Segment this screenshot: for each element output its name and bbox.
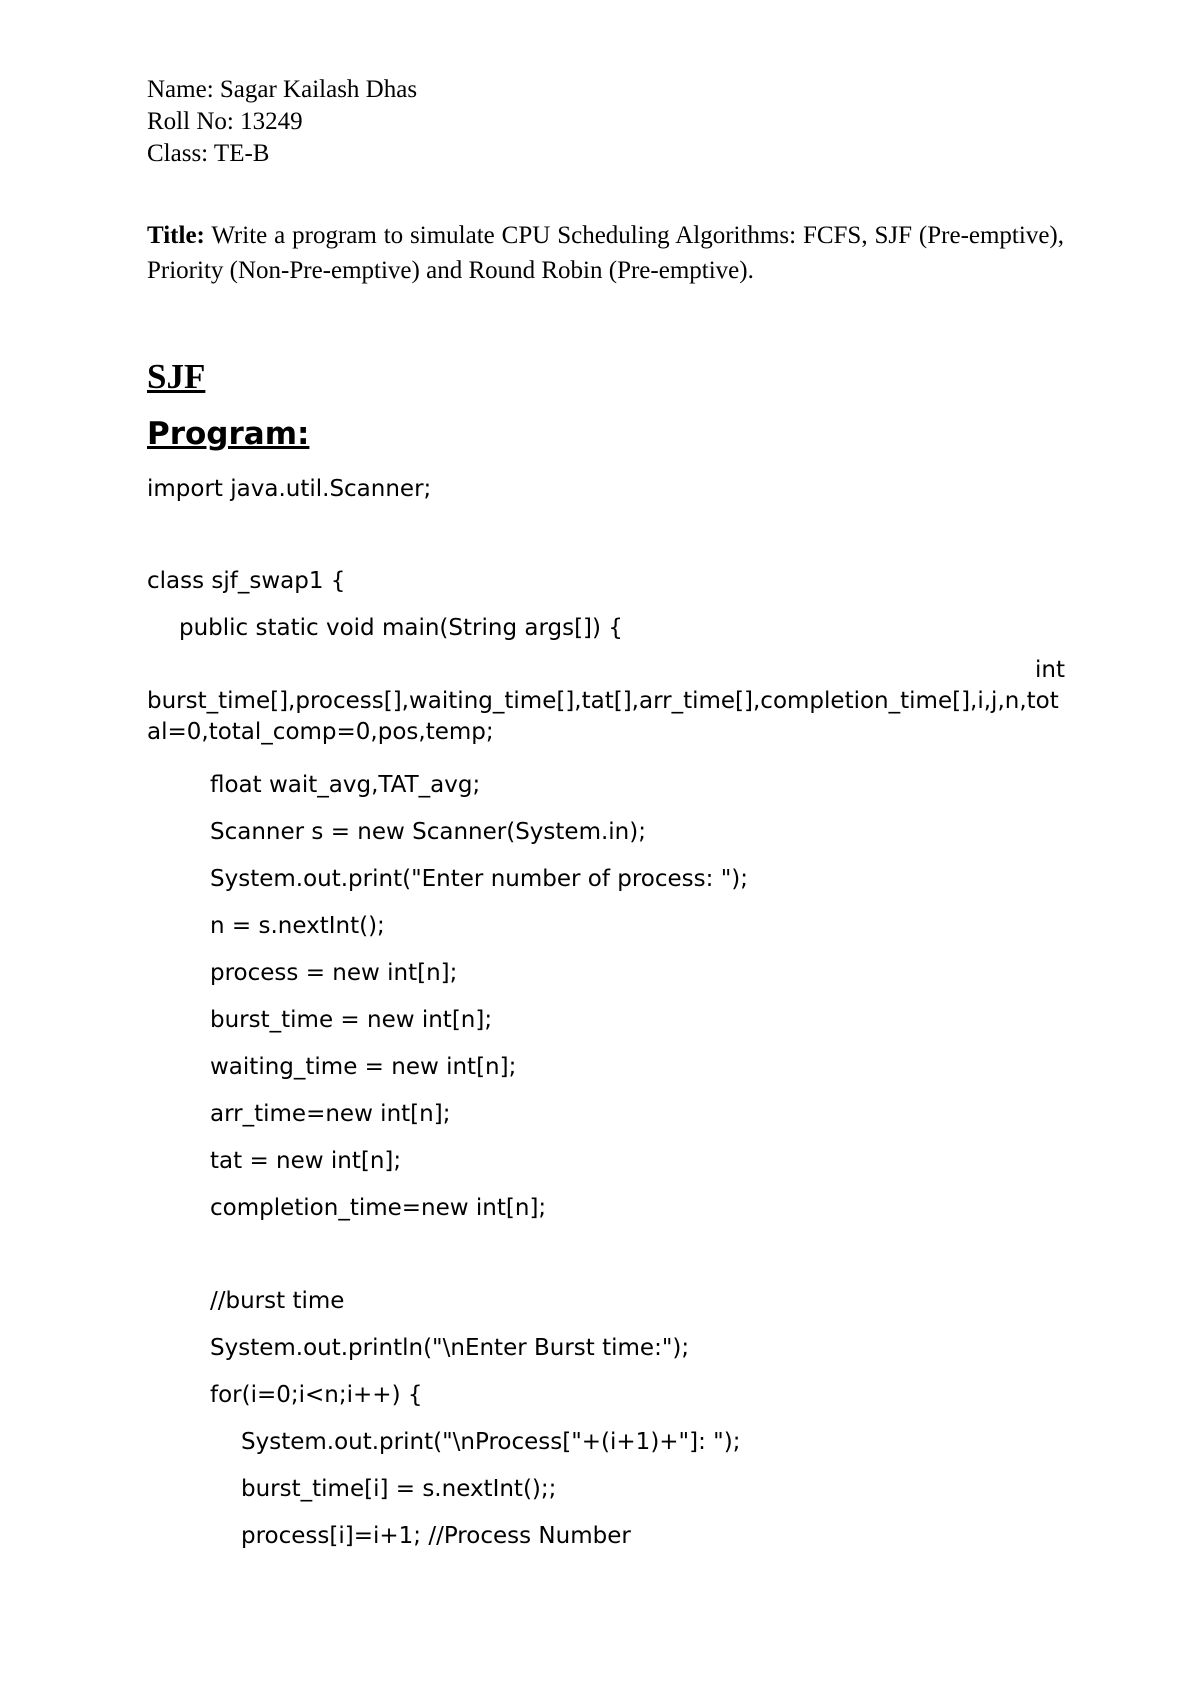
class-name: Class: TE-B <box>147 140 270 167</box>
code-line-completion-alloc: completion_time=new int[n]; <box>210 1195 547 1221</box>
code-line-comment-burst: //burst time <box>210 1288 345 1314</box>
code-line-println-burst: System.out.println("\nEnter Burst time:"); <box>210 1335 690 1361</box>
title-label: Title: <box>147 222 205 249</box>
code-line-import: import java.util.Scanner; <box>147 476 432 502</box>
code-line-process-number: process[i]=i+1; //Process Number <box>241 1523 631 1549</box>
code-line-waiting-alloc: waiting_time = new int[n]; <box>210 1054 517 1080</box>
code-line-print-process: System.out.print("Enter number of process: "); <box>210 866 748 892</box>
code-line-n: n = s.nextInt(); <box>210 913 385 939</box>
code-line-print-process-index: System.out.print("\nProcess["+(i+1)+"]: "); <box>241 1429 741 1455</box>
code-line-tat-alloc: tat = new int[n]; <box>210 1148 402 1174</box>
code-line-arr-alloc: arr_time=new int[n]; <box>210 1101 451 1127</box>
student-info <box>147 74 417 170</box>
code-line-class: class sjf_swap1 { <box>147 568 346 594</box>
code-line-burst-read: burst_time[i] = s.nextInt();; <box>241 1476 557 1502</box>
assignment-title <box>147 218 1064 288</box>
code-line-scanner: Scanner s = new Scanner(System.in); <box>210 819 646 845</box>
code-line-float: float wait_avg,TAT_avg; <box>210 772 481 798</box>
code-line-main: public static void main(String args[]) { <box>179 615 623 641</box>
title-text: Write a program to simulate CPU Scheduling Algorithms: FCFS, SJF (Pre-emptive), Priority (Non-Pre-emptive) and Round Robin (Pre-emptive). <box>147 222 1064 284</box>
code-line-burst-alloc: burst_time = new int[n]; <box>210 1007 493 1033</box>
code-line-declarations <box>147 655 1065 748</box>
code-line-process-alloc: process = new int[n]; <box>210 960 458 986</box>
roll-number: Roll No: 13249 <box>147 108 303 135</box>
section-heading-sjf: SJF <box>147 357 206 396</box>
program-heading: Program: <box>147 416 310 452</box>
student-name: Name: Sagar Kailash Dhas <box>147 76 418 103</box>
code-line-for: for(i=0;i<n;i++) { <box>210 1382 423 1408</box>
declaration-variables: burst_time[],process[],waiting_time[],tat[],arr_time[],completion_time[],i,j,n,total=0,total_comp=0,pos,temp; <box>147 688 1059 745</box>
declaration-type: int <box>1035 657 1065 683</box>
